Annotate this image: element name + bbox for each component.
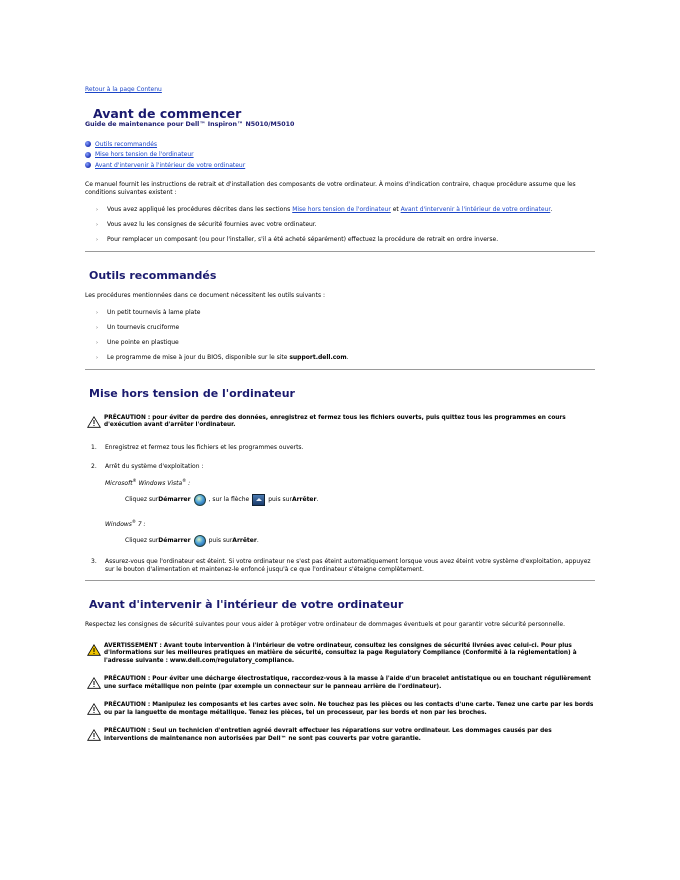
step-item [85, 558, 595, 574]
instruction-text: Cliquez sur [125, 495, 159, 503]
chevron-icon: › [96, 309, 98, 316]
chevron-icon: › [96, 236, 98, 243]
instruction-text: puis sur [268, 495, 292, 503]
arrow-icon [252, 494, 265, 506]
os-name: : [186, 479, 191, 487]
registered-mark: ® [182, 477, 187, 483]
tools-intro: Les procédures mentionnées dans ce document nécessitent les outils suivants : [85, 291, 326, 299]
conditions-list [85, 206, 595, 244]
caution-label: PRÉCAUTION : [104, 676, 151, 682]
power-off-steps-continued [85, 558, 595, 574]
warning-text: Avant toute intervention à l'intérieur de votre ordinateur, consultez les consignes de sécurité livrées avec celui-ci. Pour plus d'informations sur les meilleures pratiques en matière de sécurité, consultez la page Regulatory Compliance (Conformité à la réglementation) à l'adresse suivante : www.dell.com/regulatory_compliance. [104, 642, 577, 664]
caution-note [87, 702, 595, 717]
tool-item: Un petit tournevis à lame plate [107, 308, 201, 316]
power-off-steps [85, 444, 595, 471]
warning-icon [87, 644, 101, 656]
condition-text: Vous avez lu les consignes de sécurité fournies avec votre ordinateur. [107, 220, 317, 228]
caution-icon [87, 703, 101, 715]
warning-note [87, 643, 595, 666]
caution-icon [87, 416, 101, 428]
link-power-off[interactable]: Mise hors tension de l'ordinateur [292, 205, 391, 213]
start-label: Démarrer [158, 536, 191, 544]
step-text: Enregistrez et fermez tous les fichiers et les programmes ouverts. [105, 443, 304, 451]
caution-text: Seul un technicien d'entretien agréé devrait effectuer les réparations sur votre ordinateur. Les dommages causés par des interventions de maintenance non autorisées par Dell™ ne sont pas couverts par votre garantie. [104, 728, 552, 742]
tools-list [85, 309, 595, 362]
list-item [96, 339, 595, 347]
caution-icon [87, 729, 101, 741]
step-item [85, 444, 595, 452]
caution-note [87, 676, 595, 691]
list-item [96, 221, 595, 229]
list-item [96, 236, 595, 244]
chevron-icon: › [96, 339, 98, 346]
section-divider [85, 580, 595, 581]
start-label: Démarrer [158, 495, 191, 503]
caution-text: Manipulez les composants et les cartes avec soin. Ne touchez pas les pièces ou les contacts d'une carte. Tenez une carte par les bords ou par la languette de montage métallique. Tenez les pièces, tel un processeur, par les bords et non par les broches. [104, 702, 594, 716]
chevron-icon: › [96, 324, 98, 331]
chevron-icon: › [96, 354, 98, 361]
instruction-text: . [316, 495, 319, 503]
win7-instruction [125, 535, 595, 547]
page-subtitle: Guide de maintenance pour Dell™ Inspiron™ N5010/M5010 [85, 121, 295, 128]
bullet-icon [85, 152, 91, 158]
caution-note [87, 415, 595, 430]
vista-instruction [125, 494, 595, 506]
step-text: Arrêt du système d'exploitation : [105, 462, 204, 470]
page-title: Avant de commencer [93, 106, 242, 121]
toc-item [85, 160, 595, 171]
step-text: Assurez-vous que l'ordinateur est éteint. Si votre ordinateur ne s'est pas éteint automatiquement lorsque vous avez éteint votre système d'exploitation, appuyez sur le bouton d'alimentation et maintenez-le enfoncé jusqu'à ce que l'ordinateur s'éteigne complètement. [105, 557, 591, 573]
toc-item [85, 139, 595, 150]
tool-item: Le programme de mise à jour du BIOS, disponible sur le site [107, 353, 290, 361]
instruction-text: . [256, 536, 259, 544]
tool-item: Une pointe en plastique [107, 338, 179, 346]
condition-text: Vous avez appliqué les procédures décrites dans les sections [107, 205, 293, 213]
registered-mark: ® [131, 518, 136, 524]
windows-start-icon [194, 494, 206, 506]
registered-mark: ® [132, 477, 137, 483]
warning-label: AVERTISSEMENT : [104, 642, 162, 649]
table-of-contents [85, 139, 595, 171]
tool-item: Un tournevis cruciforme [107, 323, 180, 331]
caution-text: pour éviter de perdre des données, enregistrez et fermez tous les fichiers ouverts, puis quittez tous les programmes en cours d'exécution avant d'arrêter l'ordinateur. [104, 414, 566, 428]
chevron-icon: › [96, 221, 98, 228]
power-off-heading: Mise hors tension de l'ordinateur [89, 386, 295, 400]
list-item [96, 354, 595, 362]
list-item [96, 206, 595, 214]
back-to-contents-link[interactable]: Retour à la page Contenu [85, 86, 162, 93]
instruction-text: , sur la flèche [208, 495, 250, 503]
bullet-icon [85, 141, 91, 147]
before-working-intro: Respectez les consignes de sécurité suivantes pour vous aider à protéger votre ordinateur de dommages éventuels et pour garantir votre sécurité personnelle. [85, 620, 565, 628]
condition-text: . [550, 205, 553, 213]
section-divider [85, 369, 595, 370]
list-item [96, 309, 595, 317]
shutdown-label: Arrêter [232, 536, 257, 544]
os-name: Windows [105, 520, 132, 528]
condition-text: Pour remplacer un composant (ou pour l'installer, s'il a été acheté séparément) effectuez la procédure de retrait en ordre inverse. [107, 235, 499, 243]
caution-label: PRÉCAUTION : [104, 414, 151, 421]
chevron-icon: › [96, 206, 98, 213]
section-divider [85, 251, 595, 252]
vista-label [105, 476, 595, 488]
document-page [85, 86, 595, 754]
tool-item: . [346, 353, 349, 361]
win7-label [105, 517, 595, 529]
toc-link-power-off[interactable]: Mise hors tension de l'ordinateur [95, 151, 194, 159]
step-number: 3. [91, 557, 97, 565]
instruction-text: puis sur [208, 536, 233, 544]
list-item [96, 324, 595, 332]
step-number: 2. [91, 462, 97, 470]
caution-text: Pour éviter une décharge électrostatique, raccordez-vous à la masse à l'aide d'un bracelet antistatique ou en touchant régulièrement une surface métallique non peinte (par exemple un connecteur sur le panneau arrière de l'ordinateur). [104, 676, 591, 690]
shutdown-label: Arrêter [291, 495, 317, 503]
before-working-heading: Avant d'intervenir à l'intérieur de votre ordinateur [89, 597, 404, 611]
step-number: 1. [91, 443, 97, 451]
toc-link-tools[interactable]: Outils recommandés [95, 140, 158, 148]
link-before-working[interactable]: Avant d'intervenir à l'intérieur de votre ordinateur [400, 205, 551, 213]
caution-label: PRÉCAUTION : [104, 702, 151, 708]
tools-heading: Outils recommandés [89, 268, 217, 282]
toc-item [85, 150, 595, 161]
toc-link-before-working[interactable]: Avant d'intervenir à l'intérieur de votre ordinateur [95, 161, 246, 169]
instruction-text: Cliquez sur [125, 536, 159, 544]
caution-icon [87, 677, 101, 689]
bullet-icon [85, 162, 91, 168]
caution-label: PRÉCAUTION : [104, 728, 151, 734]
caution-note [87, 728, 595, 743]
step-item [85, 463, 595, 471]
os-name: Windows Vista [136, 479, 183, 487]
support-site: support.dell.com [289, 353, 347, 361]
windows-start-icon [194, 535, 206, 547]
intro-paragraph: Ce manuel fournit les instructions de retrait et d'installation des composants de votre ordinateur. À moins d'indication contraire, chaque procédure assume que les conditions suivantes existent : [85, 180, 576, 196]
os-name: 7 : [135, 520, 146, 528]
condition-text: et [390, 205, 401, 213]
os-name: Microsoft [105, 479, 133, 487]
